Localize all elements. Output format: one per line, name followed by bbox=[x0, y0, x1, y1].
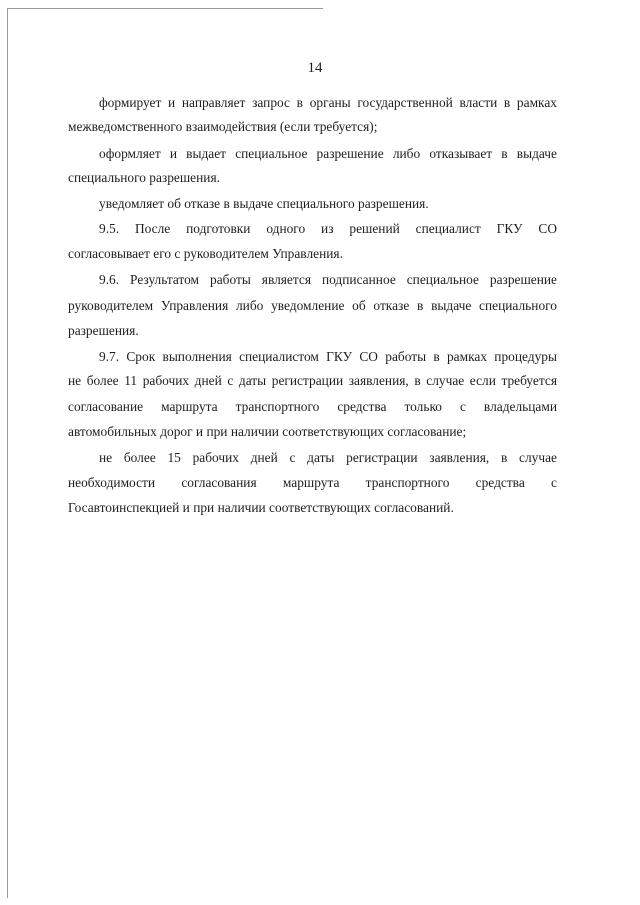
paragraph-4-line-2: согласовывает его с руководителем Управления. bbox=[68, 246, 343, 261]
paragraph-3-line-1: уведомляет об отказе в выдаче специального разрешения. bbox=[99, 196, 429, 211]
paragraph-2-line-2: специального разрешения. bbox=[68, 170, 220, 185]
paragraph-7-line-3: Госавтоинспекцией и при наличии соответствующих согласований. bbox=[68, 500, 454, 515]
paragraph-7-line-2: необходимости согласования маршрута транспортного средства с bbox=[68, 475, 557, 490]
paragraph-6-line-4: автомобильных дорог и при наличии соответствующих согласование; bbox=[68, 424, 467, 439]
paragraph-6-line-3: согласование маршрута транспортного средства только с владельцами bbox=[68, 399, 557, 414]
paragraph-1-line-2: межведомственного взаимодействия (если требуется); bbox=[68, 119, 378, 134]
paragraph-5-line-2: руководителем Управления либо уведомление об отказе в выдаче специального bbox=[68, 298, 557, 313]
page-number: 14 bbox=[307, 60, 323, 76]
paragraph-7-line-1: не более 15 рабочих дней с даты регистрации заявления, в случае bbox=[99, 450, 557, 465]
paragraph-6-line-1: 9.7. Срок выполнения специалистом ГКУ СО работы в рамках процедуры bbox=[99, 349, 557, 364]
paragraph-1-line-1: формирует и направляет запрос в органы государственной власти в рамках bbox=[99, 95, 557, 110]
paragraph-5-line-1: 9.6. Результатом работы является подписанное специальное разрешение bbox=[99, 272, 557, 287]
paragraph-4-line-1: 9.5. После подготовки одного из решений специалист ГКУ СО bbox=[99, 221, 557, 236]
paragraph-6-line-2: не более 11 рабочих дней с даты регистрации заявления, в случае если требуется bbox=[68, 373, 557, 388]
paragraph-2-line-1: оформляет и выдает специальное разрешение либо отказывает в выдаче bbox=[99, 146, 557, 161]
paragraph-5-line-3: разрешения. bbox=[68, 323, 139, 338]
